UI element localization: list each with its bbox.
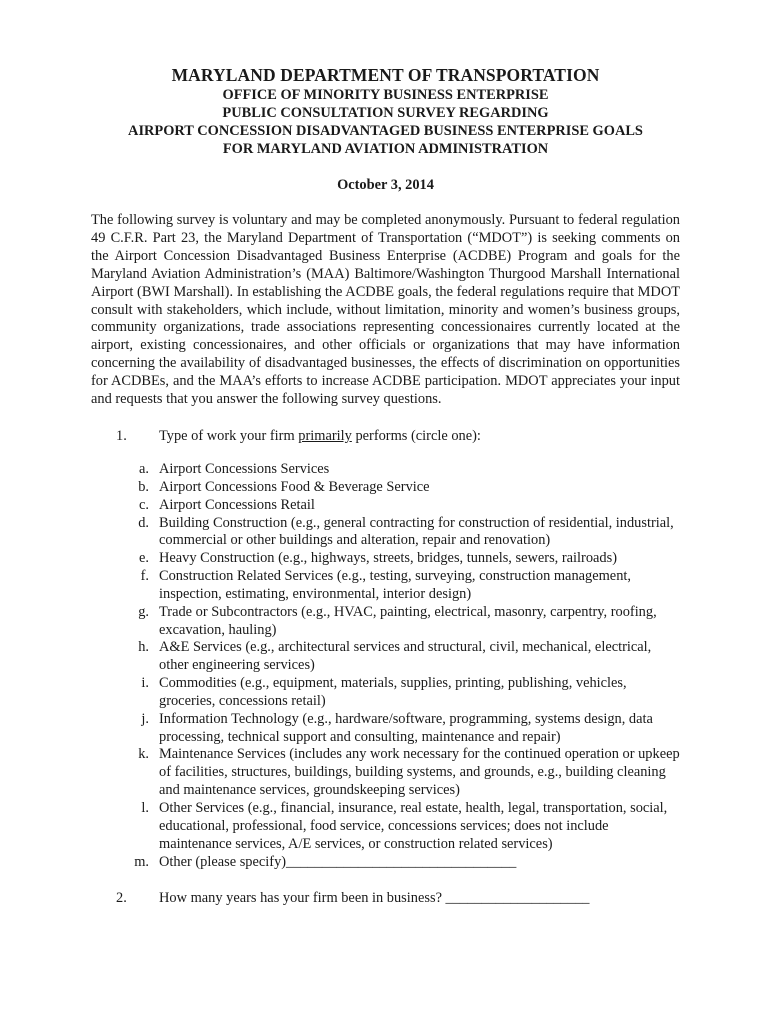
question-number: 1. (116, 427, 127, 444)
option-letter: a. (139, 460, 149, 477)
question-emphasis: primarily (298, 427, 352, 444)
document-subtitle-line: AIRPORT CONCESSION DISADVANTAGED BUSINESS ENTERPRISE GOALS (128, 123, 643, 139)
option-f[interactable] (91, 568, 680, 604)
intro-paragraph: The following survey is voluntary and may be completed anonymously. Pursuant to federal regulation 49 C.F.R. Part 23, the Maryland Department of Transportation (“MDOT”) is seeking comments on the Airport Concession Disadvantaged Business Enterprise (ACDBE) Program and goals for the Maryland Aviation Administration’s (MAA) Baltimore/Washington Thurgood Marshall International Airport (BWI Marshall). In establishing the ACDBE goals, the federal regulations require that MDOT consult with stakeholders, which include, without limitation, minority and women’s business groups, community organizations, trade associations representing concessionaires currently located at the airport, existing concessionaires, and other officials or organizations that may have information concerning the availability of disadvantaged businesses, the effects of discrimination on opportunities for ACDBEs, and the MAA’s efforts to increase ACDBE participation. MDOT appreciates your input and requests that you answer the following survey questions. (91, 212, 680, 408)
option-other-specify-field[interactable]: Other (please specify)________________________________ (159, 853, 517, 870)
option-letter: i. (141, 675, 149, 692)
option-l[interactable] (91, 800, 680, 854)
option-text: Information Technology (e.g., hardware/software, programming, systems design, data processing, technical support and consulting, maintenance and repair) (159, 710, 653, 745)
question-text-part: Type of work your firm (159, 427, 299, 444)
question-1 (91, 427, 680, 445)
document-date: October 3, 2014 (337, 177, 434, 193)
option-g[interactable] (91, 604, 680, 640)
option-text: Other Services (e.g., financial, insurance, real estate, health, legal, transportation, social, educational, professional, food service, concessions services; does not include maintenance services, A/E services, or construction related services) (159, 800, 668, 852)
option-letter: k. (138, 746, 149, 763)
option-letter: m. (134, 853, 149, 870)
question-2 (91, 889, 680, 907)
option-text: Heavy Construction (e.g., highways, streets, bridges, tunnels, sewers, railroads) (159, 550, 617, 567)
question-text (159, 427, 481, 445)
option-text: Construction Related Services (e.g., testing, surveying, construction management, inspection, estimating, environmental, interior design) (159, 568, 631, 602)
option-letter: h. (138, 639, 149, 656)
question-1-options (91, 461, 680, 871)
option-letter: j. (141, 710, 149, 727)
option-text: Trade or Subcontractors (e.g., HVAC, painting, electrical, masonry, carpentry, roofing, excavation, hauling) (159, 603, 657, 638)
years-in-business-field[interactable]: How many years has your firm been in business? ____________________ (159, 890, 590, 907)
option-k[interactable] (91, 746, 680, 800)
option-i[interactable] (91, 675, 680, 711)
option-j[interactable] (91, 711, 680, 747)
option-d[interactable] (91, 515, 680, 551)
option-letter: d. (138, 514, 149, 531)
option-text: Maintenance Services (includes any work necessary for the continued operation or upkeep of facilities, structures, buildings, building systems, and grounds, e.g., building cleaning and maintenance services, groundskeeping services) (159, 746, 680, 799)
document-subtitle-line: FOR MARYLAND AVIATION ADMINISTRATION (222, 141, 549, 157)
option-h[interactable] (91, 639, 680, 675)
document-subtitle-line: OFFICE OF MINORITY BUSINESS ENTERPRISE (222, 87, 549, 103)
document-header (91, 64, 680, 158)
option-text: Airport Concessions Food & Beverage Service (159, 478, 430, 495)
option-text: Building Construction (e.g., general contracting for construction of residential, industrial, commercial or other buildings and alteration, repair and renovation) (159, 514, 674, 549)
option-text: Airport Concessions Services (159, 460, 330, 477)
option-letter: b. (138, 478, 149, 495)
option-letter: c. (139, 496, 149, 513)
option-b[interactable] (91, 479, 680, 497)
option-a[interactable] (91, 461, 680, 479)
option-letter: g. (138, 603, 149, 620)
option-letter: f. (140, 568, 149, 585)
option-letter: l. (141, 800, 149, 816)
document-title: MARYLAND DEPARTMENT OF TRANSPORTATION (171, 65, 600, 85)
question-text-part: performs (circle one): (351, 427, 481, 444)
option-e[interactable] (91, 550, 680, 568)
option-c[interactable] (91, 497, 680, 515)
option-text: Commodities (e.g., equipment, materials, supplies, printing, publishing, vehicles, groceries, concessions retail) (159, 675, 627, 709)
option-letter: e. (139, 550, 149, 567)
option-text: Airport Concessions Retail (159, 496, 315, 513)
document-subtitle-line: PUBLIC CONSULTATION SURVEY REGARDING (222, 105, 549, 121)
option-m[interactable] (91, 854, 680, 872)
option-text: A&E Services (e.g., architectural services and structural, civil, mechanical, electrical, other engineering services) (159, 639, 652, 674)
question-number: 2. (116, 890, 127, 907)
